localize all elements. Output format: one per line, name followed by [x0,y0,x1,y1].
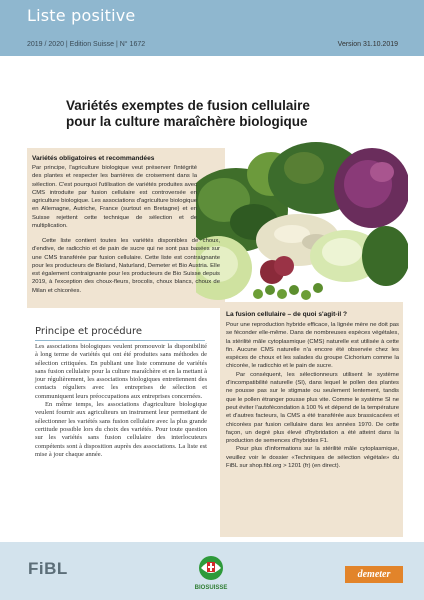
series-meta: 2019 / 2020 | Edition Suisse | N° 1672 [27,41,146,48]
demeter-logo: demeter [345,566,403,583]
page-title-line-1: Variétés exemptes de fusion cellulaire [66,98,310,114]
version-label: Version 31.10.2019 [337,41,398,48]
fusion-paragraph: Pour plus d'informations sur la stérilité mâle cytoplasmique, veuillez voir le dossier «Techniques de sélection végétale» du FiBL sur shop.fibl.org > 1201 (fr) (en direct). [226,446,399,470]
vegetables-illustration [196,138,408,306]
varieties-paragraph: Cette liste contient toutes les variétés disponibles de choux, d'endive, de radicchio et de pain de sucre qui ne sont pas basées sur une CMS transférée par fusion cellulaire. Cette liste est contraignante pour les producteurs de Bioland, Naturland, Demeter et Bio Austria. Elle est également contraignante pour les producteurs de Bio Suisse depuis 2019, à l'exception des choux-fleurs, brocolis, choux blancs, choux de Milan et chicorées. [32,238,220,294]
varieties-paragraph: Par principe, l'agriculture biologique veut préserver l'intégrité des plantes et respecter les barrières de croisement dans la sélection. C'est pourquoi l'utilisation de variétés produites avec CMS introduite par fusion cellulaire est controversée en agriculture biologique. Les associations d'agriculture biologique en Allemagne, Autriche, France (surtout en Bretagne) et en Suisse rejettent cette technique de sélection et de multiplication. [32,165,197,230]
fibl-logo: FiBL [28,559,68,578]
varieties-text-2 [32,237,220,295]
biosuisse-logo: BIOSUISSE [194,585,228,591]
varieties-heading: Variétés obligatoires et recommandées [32,155,155,162]
principle-rule [35,340,205,341]
principle-heading: Principe et procédure [35,326,143,337]
series-title: Liste positive [27,6,136,25]
fusion-text [226,321,399,470]
page-title [66,98,366,130]
page-title-line-2: pour la culture maraîchère biologique [66,114,308,130]
fusion-paragraph: Par conséquent, les sélectionneurs utilisent le système d'incompatibilité naturelle (SI), dans lequel le pollen des plantes ne pousse pas sur le stigmate ou seulement lentement, tandis que le pollen étranger pousse plus vite. Comme le système SI ne peut éviter l'autofécondation à 100 % et dépend de la température et d'autres facteurs, la CMS a été transférée aux brassicacées et chicorées par fusion cellulaire dans les années 1970. De cette façon, un degré plus élevé d'hybridation a été atteint dans la production de semences d'hybrides F1. [226,371,399,445]
fusion-paragraph: Pour une reproduction hybride efficace, la lignée mère ne doit pas se féconder elle-même. Dans de nombreuses espèces végétales, la stérilité mâle cytoplasmique (CMS) naturelle est utilisée à cette fin. Aucune CMS naturelle n'a encore été observée chez les espèces de choux et les salades du groupe Cichorium comme la chicorée, le radicchio et le pain de sucre. [226,322,399,370]
varieties-text [32,164,197,230]
principle-text [35,343,207,459]
vegetables-photo [196,138,408,306]
fusion-heading: La fusion cellulaire – de quoi s'agit-il ? [226,311,348,318]
principle-paragraph: Les associations biologiques veulent promouvoir la disponibilité à long terme de variétés qui ont été produites sans méthodes de sélection critiquées. En publiant une liste commune de variétés sans fusion cellulaire pour la culture maraîchère et en la mettant à jour régulièrement, les associations biologiques entretiennent des contacts réguliers avec les entreprises de sélection et communiquent leurs préoccupations aux entreprises concernées. [35,343,207,400]
principle-paragraph: En même temps, les associations d'agriculture biologique veulent fournir aux agriculteurs un instrument leur permettant de sélectionner les variétés sans fusion cellulaire avec la plus grande certitude possible lors du choix des variétés. Pour toute question sur les variétés sans fusion cellulaire des interlocuteurs compétents sont à disposition auprès des associations. La liste est mise à jour chaque année. [35,401,207,458]
